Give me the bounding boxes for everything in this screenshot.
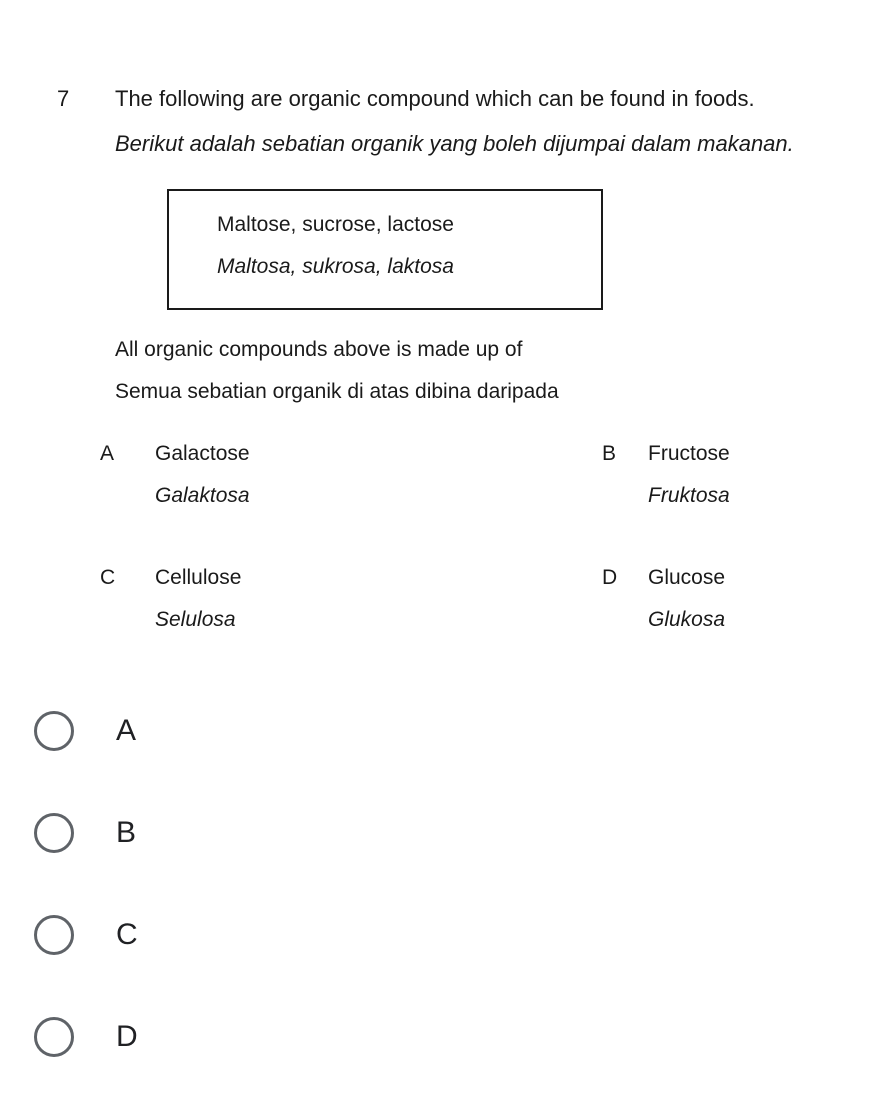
option-d-letter: D bbox=[602, 566, 618, 589]
radio-unchecked-icon[interactable] bbox=[34, 711, 74, 751]
radio-unchecked-icon[interactable] bbox=[34, 1017, 74, 1057]
compound-box bbox=[167, 189, 603, 310]
answer-choice-d[interactable] bbox=[34, 1009, 334, 1065]
stem-text-ms: Semua sebatian organik di atas dibina daripada bbox=[115, 380, 559, 403]
compound-list-ms: Maltosa, sukrosa, laktosa bbox=[217, 255, 454, 278]
question-text-ms: Berikut adalah sebatian organik yang boleh dijumpai dalam makanan. bbox=[115, 131, 794, 156]
option-a-letter: A bbox=[100, 442, 115, 465]
radio-unchecked-icon[interactable] bbox=[34, 813, 74, 853]
compound-list-en: Maltose, sucrose, lactose bbox=[217, 213, 454, 236]
option-b-text-ms: Fruktosa bbox=[648, 484, 730, 507]
option-c-text-en: Cellulose bbox=[155, 566, 242, 589]
answer-choice-label: C bbox=[116, 918, 138, 951]
radio-unchecked-icon[interactable] bbox=[34, 915, 74, 955]
option-d-text-en: Glucose bbox=[648, 566, 726, 589]
answer-choice-c[interactable] bbox=[34, 907, 334, 963]
option-b-letter: B bbox=[602, 442, 617, 465]
answer-choice-a[interactable] bbox=[34, 703, 334, 759]
answer-choice-b[interactable] bbox=[34, 805, 334, 861]
option-a-text-en: Galactose bbox=[155, 442, 250, 465]
option-d-text-ms: Glukosa bbox=[648, 608, 726, 631]
answer-choice-label: A bbox=[116, 714, 137, 747]
answer-choice-label: B bbox=[116, 816, 137, 849]
option-c-letter: C bbox=[100, 566, 116, 589]
answer-choice-label: D bbox=[116, 1020, 138, 1053]
stem-text-en: All organic compounds above is made up of bbox=[115, 338, 523, 361]
option-a-text-ms: Galaktosa bbox=[155, 484, 250, 507]
question-number: 7 bbox=[57, 86, 70, 111]
option-b-text-en: Fructose bbox=[648, 442, 730, 465]
option-c-text-ms: Selulosa bbox=[155, 608, 236, 631]
question-text-en: The following are organic compound which can be found in foods. bbox=[115, 86, 755, 111]
